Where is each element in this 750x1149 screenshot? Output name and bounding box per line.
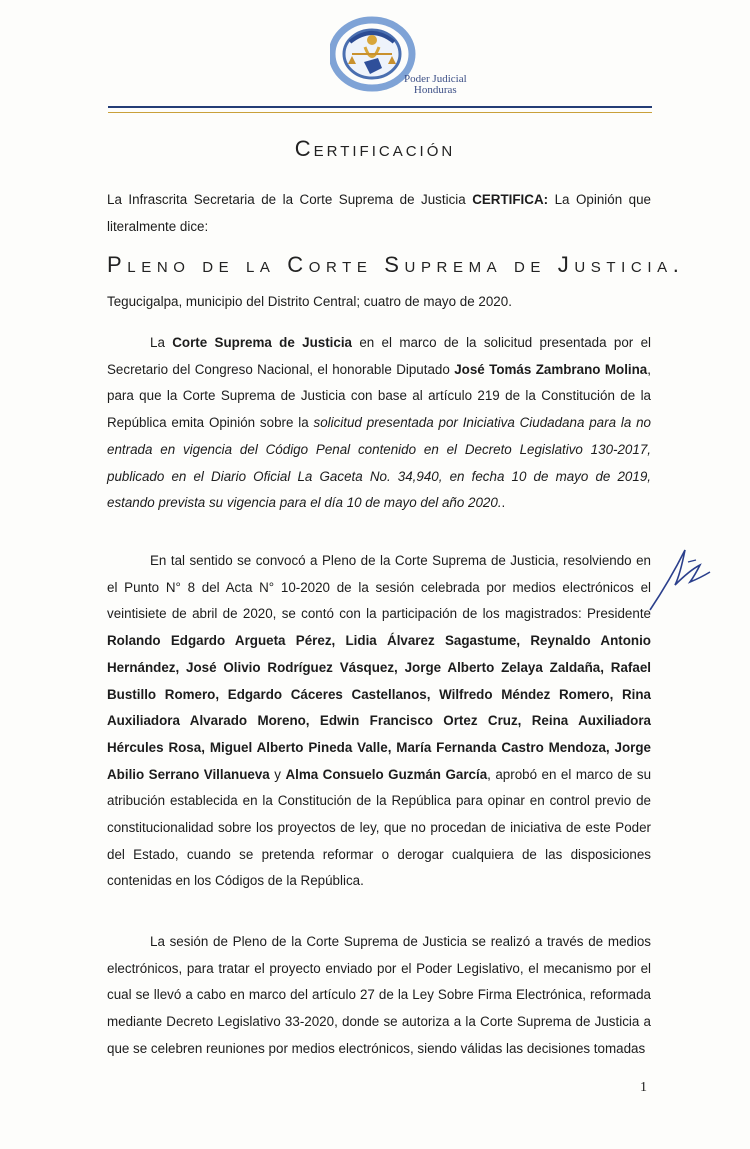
p1-c: en el marco de la solicitud presentada por el Secretario del Congreso Nacional, el honorable Diputado: [107, 335, 651, 377]
paragraph-2: [107, 548, 651, 895]
handwritten-signature: [640, 540, 715, 615]
intro-text-1: La Infrascrita Secretaria de la Corte Suprema de Justicia: [107, 192, 473, 207]
p1-g: .: [501, 495, 506, 511]
page-number: 1: [640, 1080, 647, 1095]
intro-text-2: La Opinión que literalmente dice:: [107, 192, 651, 234]
pleno-heading: Pleno de la Corte Suprema de Justicia.: [107, 252, 685, 277]
header-rule: [108, 106, 652, 113]
place-date: Tegucigalpa, municipio del Distrito Central; cuatro de mayo de 2020.: [107, 294, 512, 309]
certification-title: Certificación: [294, 136, 456, 161]
logo-line-2: Honduras: [413, 84, 457, 96]
logo-wordmark: [404, 74, 467, 96]
p1-court: Corte Suprema de Justicia: [172, 335, 352, 350]
p1-deputy: José Tomás Zambrano Molina: [454, 361, 648, 377]
p1-e: , para que la Corte Suprema de Justicia con base al artículo 219 de la Constitución de la República emita Opinión sobre la: [107, 361, 651, 431]
p2-magistrates: Rolando Edgardo Argueta Pérez, Lidia Álvarez Sagastume, Reynaldo Antonio Hernández, José Olivio Rodríguez Vásquez, Jorge Alberto Zelaya Zaldaña, Rafael Bustillo Romero, Edgardo Cáceres Castellanos, Wilfredo Méndez Romero, Rina Auxiliadora Alvarado Moreno, Edwin Francisco Ortez Cruz, Reina Auxiliadora Hércules Rosa, Miguel Alberto Pineda Valle, María Fernanda Castro Mendoza, Jorge Abilio Serrano Villanueva: [107, 633, 651, 782]
intro-paragraph: [107, 187, 651, 240]
p1-a: La: [150, 335, 173, 350]
paragraph-3: La sesión de Pleno de la Corte Suprema de Justicia se realizó a través de medios electrónicos, para tratar el proyecto enviado por el Poder Legislativo, el mecanismo por el cual se llevó a cabo en marco del artículo 27 de la Ley Sobre Firma Electrónica, reformada mediante Decreto Legislativo 33-2020, donde se autoriza a la Corte Suprema de Justicia a que se celebren reuniones por medios electrónicos, siendo válidas las decisiones tomadas: [107, 934, 651, 1056]
logo-line-1: Poder Judicial: [404, 73, 467, 85]
paragraph-1: [107, 330, 651, 517]
p1-request: solicitud presentada por Iniciativa Ciudadana para la no entrada en vigencia del Código Penal contenido en el Decreto Legislativo 130-2017, publicado en el Diario Oficial La Gaceta No. 34,940, en fecha 10 de mayo de 2019, estando prevista su vigencia para el día 10 de mayo del año 2020.: [107, 415, 651, 511]
p2-e: , aprobó en el marco de su atribución establecida en la Constitución de la República para opinar en control previo de constitucionalidad sobre los proyectos de ley, que no procedan de iniciativa de este Poder del Estado, cuando se pretenda reformar o derogar cualquiera de las disposiciones contenidas en los Códigos de la República.: [107, 766, 652, 889]
p2-c: y: [269, 766, 286, 782]
p2-a: En tal sentido se convocó a Pleno de la Corte Suprema de Justicia, resolviendo en el Punto N° 8 del Acta N° 10-2020 de la sesión celebrada por medios electrónicos el veintisiete de abril de 2020, se contó con la participación de los magistrados: Presidente: [107, 553, 651, 622]
letterhead: [0, 0, 750, 115]
p2-last-magistrate: Alma Consuelo Guzmán García: [285, 766, 488, 782]
intro-certifica: CERTIFICA:: [472, 192, 549, 207]
